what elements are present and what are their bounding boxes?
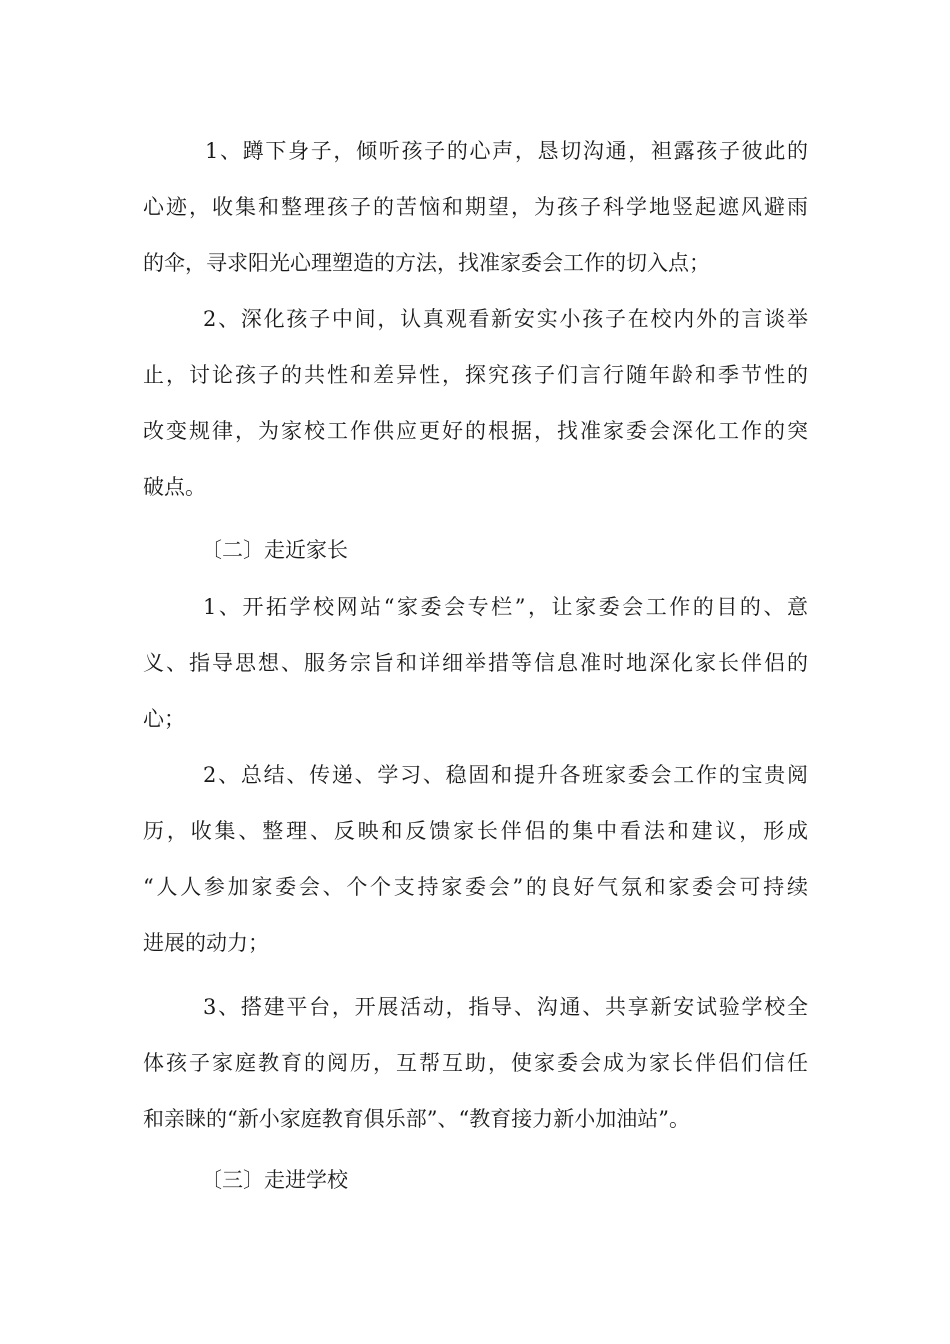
paragraph-4-line-1: 2、总结、传递、学习、稳固和提升各班家委会工作的宝贵阅 <box>203 763 808 787</box>
paragraph-5-line-2: 体孩子家庭教育的阅历，互帮互助，使家委会成为家长伴侣们信任 <box>143 1051 808 1075</box>
paragraph-3-line-1: 1、开拓学校网站“家委会专栏”，让家委会工作的目的、意 <box>203 595 808 619</box>
paragraph-4-line-4: 进展的动力； <box>143 931 269 955</box>
paragraph-1-line-3: 的伞，寻求阳光心理塑造的方法，找准家委会工作的切入点； <box>143 251 710 275</box>
paragraph-3-line-2: 义、指导思想、服务宗旨和详细举措等信息准时地深化家长伴侣的 <box>143 651 808 675</box>
paragraph-1-line-2: 心迹，收集和整理孩子的苦恼和期望，为孩子科学地竖起遮风避雨 <box>143 195 808 219</box>
paragraph-2-line-3: 改变规律，为家校工作供应更好的根据，找准家委会深化工作的突 <box>143 419 808 443</box>
paragraph-4-line-2: 历，收集、整理、反映和反馈家长伴侣的集中看法和建议，形成 <box>143 819 808 843</box>
paragraph-2-line-4: 破点。 <box>143 475 206 499</box>
paragraph-5-line-3: 和亲睐的“新小家庭教育俱乐部”、“教育接力新小加油站”。 <box>143 1107 690 1131</box>
section-heading-2: 〔二〕走近家长 <box>201 538 348 562</box>
section-heading-3: 〔三〕走进学校 <box>201 1168 348 1192</box>
paragraph-5-line-1: 3、搭建平台，开展活动，指导、沟通、共享新安试验学校全 <box>203 995 808 1019</box>
paragraph-1-line-1: 1、蹲下身子，倾听孩子的心声，恳切沟通，袒露孩子彼此的 <box>205 139 808 163</box>
paragraph-4-line-3: “人人参加家委会、个个支持家委会”的良好气氛和家委会可持续 <box>143 875 808 899</box>
paragraph-2-line-1: 2、深化孩子中间，认真观看新安实小孩子在校内外的言谈举 <box>203 307 808 331</box>
paragraph-3-line-3: 心； <box>143 707 185 731</box>
paragraph-2-line-2: 止，讨论孩子的共性和差异性，探究孩子们言行随年龄和季节性的 <box>143 363 808 387</box>
